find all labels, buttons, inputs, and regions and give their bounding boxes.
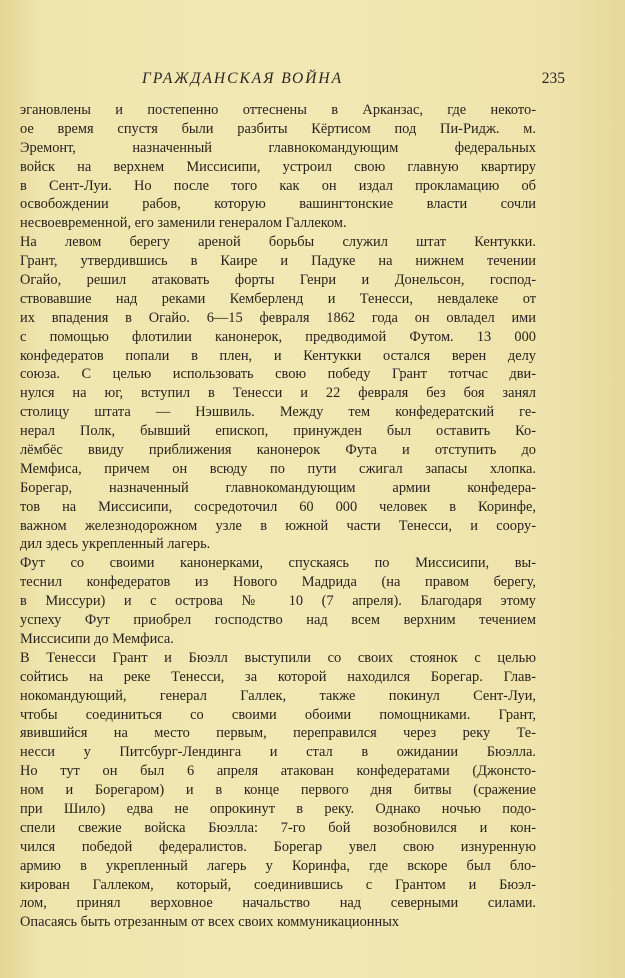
text-line: их впадения в Огайо. 6—15 февраля 1862 года он овладел ими <box>20 309 536 326</box>
paragraph <box>20 554 536 648</box>
text-line: успеху Фут приобрел господство над всем верхним течением <box>20 612 536 629</box>
text-line: союза. С целью использовать свою победу Грант тотчас дви- <box>20 366 536 383</box>
text-line: Борегар, назначенный главнокомандующим армии конфедера- <box>20 479 536 496</box>
text-line: сойтись на реке Тенесси, за которой находился Борегар. Глав- <box>20 668 536 685</box>
text-line: нулся на юг, вступил в Тенесси и 22 февраля без боя занял <box>20 385 536 402</box>
paragraph <box>20 101 536 233</box>
text-line: Эремонт, назначенный главнокомандующим федеральных <box>20 139 536 156</box>
text-line: спели свежие войска Бюэлла: 7-го бой возобновился и кон- <box>20 819 536 836</box>
text-line: Фут со своими канонерками, спускаясь по Миссисипи, вы- <box>20 555 536 572</box>
text-line: в Миссури) и с острова № 10 (7 апреля). Благодаря этому <box>20 593 536 610</box>
page-number: 235 <box>541 70 565 87</box>
text-line: Опасаясь быть отрезанным от всех своих коммуникационных <box>20 914 400 931</box>
paragraph <box>20 649 536 932</box>
text-line: чтобы соединиться со своими обоими помощниками. Грант, <box>20 706 536 723</box>
text-line: явившийся на место первым, переправился через реку Те- <box>20 725 536 742</box>
text-line: ое время спустя были разбиты Кёртисом под Пи-Ридж. м. <box>20 120 536 137</box>
text-line: освобождении рабов, которую вашингтонские власти сочли <box>20 196 536 213</box>
text-line: дил здесь укрепленный лагерь. <box>20 536 211 553</box>
text-line: чился победой федералистов. Борегар увел свою изнуренную <box>20 838 536 855</box>
text-line: эгановлены и постепенно оттеснены в Арканзас, где некото- <box>20 102 536 118</box>
text-line: в Сент-Луи. Но после того как он издал прокламацию об <box>20 177 536 194</box>
text-line: ствовавшие над реками Кемберленд и Тенесси, невдалеке от <box>20 290 536 307</box>
text-line: теснил конфедератов из Нового Мадрида (на правом берегу, <box>20 574 536 591</box>
text-line: нерал Полк, бывший епископ, принужден был оставить Ко- <box>20 423 536 440</box>
text-line: кирован Галлеком, который, соединившись с Грантом и Бюэл- <box>20 876 536 893</box>
text-line: тов на Миссисипи, сосредоточил 60 000 человек в Коринфе, <box>20 498 536 515</box>
text-line: Грант, утвердившись в Каире и Падуке на нижнем течении <box>20 253 536 270</box>
text-line: Мемфиса, причем он всюду по пути сжигал запасы хлопка. <box>20 460 536 477</box>
page-header <box>120 70 565 92</box>
text-line: лёмбёс ввиду приближения канонерок Фута и отступить до <box>20 442 536 459</box>
body-text <box>20 101 536 932</box>
text-line: войск на верхнем Миссисипи, устроил свою главную квартиру <box>20 158 536 175</box>
text-line: несвоевременной, его заменили генералом Галлеком. <box>20 215 347 232</box>
text-line: конфедератов попали в плен, и Кентукки остался верен делу <box>20 347 536 364</box>
text-line: при Шило) едва не опрокинут в реку. Однако ночью подо- <box>20 800 536 817</box>
text-line: Миссисипи до Мемфиса. <box>20 630 174 647</box>
text-line: В Тенесси Грант и Бюэлл выступили со своих стоянок с целью <box>20 649 536 666</box>
paragraph <box>20 233 536 554</box>
text-line: нокомандующий, генерал Галлек, также покинул Сент-Луи, <box>20 687 536 704</box>
text-line: армию в укрепленный лагерь у Коринфа, где вскоре был бло- <box>20 857 536 874</box>
text-line: ном и Борегаром) и в конце первого дня битвы (сражение <box>20 782 536 799</box>
text-line: важном железнодорожном узле в южной части Тенесси, и соору- <box>20 517 536 534</box>
text-line: с помощью флотилии канонерок, предводимой Футом. 13 000 <box>20 328 536 345</box>
text-line: На левом берегу ареной борьбы служил штат Кентукки. <box>20 234 536 251</box>
text-line: Огайо, решил атаковать форты Генри и Донельсон, господ- <box>20 272 536 289</box>
running-head: ГРАЖДАНСКАЯ ВОЙНА <box>142 70 344 87</box>
text-line: столицу штата — Нэшвиль. Между тем конфедератский ге- <box>20 404 536 421</box>
text-line: лом, принял верховное начальство над северными силами. <box>20 895 536 912</box>
text-line: несси у Питсбург-Лендинга и стал в ожидании Бюэлла. <box>20 744 536 761</box>
text-line: Но тут он был 6 апреля атакован конфедератами (Джонсто- <box>20 763 536 780</box>
